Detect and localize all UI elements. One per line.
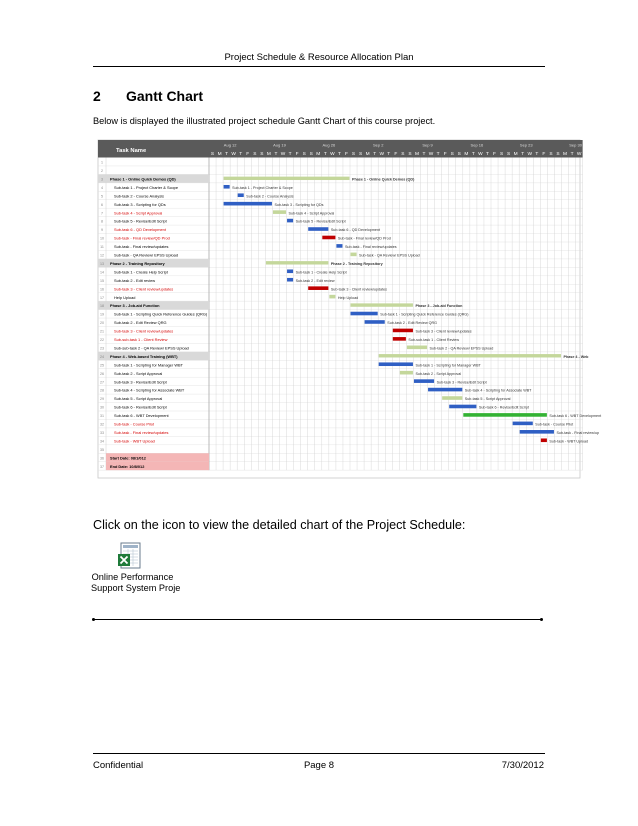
day-letter: W [379,152,384,157]
day-letter: M [414,152,419,157]
bar-label: Sub-task 6 - WBT Development [549,414,602,419]
day-letter: S [309,152,313,157]
bar-label: Sub-task 6 - QD Development [330,228,381,233]
day-letter: T [387,152,391,157]
row-number: 28 [100,388,104,393]
day-letter: S [450,152,454,157]
gantt-bar [308,227,328,231]
bar-label: Sub-task 3 - Client review/updates [330,287,388,292]
gantt-bar [407,346,427,350]
row-number: 18 [100,304,104,309]
task-name: Sub-task 3 - Client review/updates [114,286,174,292]
bar-label: Sub-task 5 - Revise/Edit Script [295,219,346,224]
task-name: Sub-task - Final review/updates [114,429,169,435]
section-intro: Below is displayed the illustrated project schedule Gantt Chart of this course project. [93,116,436,126]
gantt-bar [351,253,357,257]
row-number: 8 [101,219,103,224]
task-name: Sub-task 2 - Edit review [114,277,156,283]
day-letter: S [457,152,461,157]
gantt-bar [393,337,406,341]
row-number: 37 [100,464,104,469]
gantt-bar [351,303,413,306]
task-name: Sub-task 1 - Scripting for Manager WBT [114,362,183,368]
task-name: Sub-task 1 - Scripting Quick Reference Guides (QRG) [114,311,208,317]
header-title: Project Schedule & Resource Allocation Plan [224,52,414,63]
task-name: Sub-task - Final review/updates [114,244,169,250]
week-label: Sep 9 [422,142,433,148]
click-instruction: Click on the icon to view the detailed chart of the Project Schedule: [93,518,466,532]
row-number: 16 [100,287,104,292]
row-number: 19 [100,312,104,317]
task-name: Sub-task 6 - Revise/Edit Script [114,404,167,410]
day-letter: M [217,152,222,157]
task-name: Sub-sub-task 1 - Client Review [114,337,168,343]
gantt-bar [379,354,561,357]
day-letter: F [246,152,250,157]
attachment-caption[interactable] [91,572,181,594]
week-label: Sep 23 [519,142,533,148]
week-label: Aug 12 [223,142,237,148]
row-number: 13 [100,261,104,266]
day-letter: M [365,152,370,157]
task-name: Sub-task 3 - Revise/Edit Script [114,379,167,385]
bar-label: Sub-task 3 - Scripting for QDs [274,202,324,207]
bar-label: Sub-task 2 - Edit review [295,278,335,283]
day-letter: W [527,152,533,157]
gantt-bar [224,202,272,206]
bar-label: Sub-task 6 - Revise/Edit Script [478,405,529,410]
day-letter: W [576,152,582,157]
day-letter: F [493,152,496,157]
bar-label: Sub-task 2 - Edit Review QRG [387,321,438,326]
day-letter: S [260,152,264,157]
day-letter: S [549,152,553,157]
divider-rule [94,619,541,620]
day-letter: S [253,152,257,157]
day-letter: S [401,152,405,157]
gantt-bar [393,329,413,333]
task-name: Phase 2 - Training Repository [110,260,165,266]
day-letter: M [513,152,518,157]
day-letter: S [210,152,215,157]
task-name: Sub-task 5 - Script Approval [114,396,163,402]
bar-label: Help Upload [337,295,359,300]
day-letter: S [358,152,363,157]
row-number: 11 [100,245,104,250]
gantt-bar [238,193,244,197]
gantt-bar [520,430,554,434]
bar-label: Sub-task 2 - Script Approval [415,371,462,376]
row-number: 12 [100,253,104,258]
gantt-bar [287,269,293,273]
row-number: 34 [100,439,104,444]
day-letter: M [266,152,271,157]
bar-label: Sub-task 1 - Scripting Quick Reference Guides (QRG) [380,312,469,317]
row-number: 25 [100,363,104,368]
day-letter: S [302,152,306,157]
week-label: Aug 19 [273,142,286,148]
row-number: 26 [100,371,104,376]
bar-label: Phase 2 - Training Repository [330,261,383,266]
task-name: Start Date: 08/1/012 [110,455,146,461]
day-letter: F [542,152,546,157]
day-letter: S [556,152,560,157]
task-name: Sub-task 3 - Client review/updates [114,328,174,334]
bar-label: Sub-task - Final review/QD Prod [337,236,391,241]
task-name: Sub-task 6 - WBT Development [114,413,169,419]
row-number: 33 [100,430,104,435]
bar-label: Sub-task 4 - Script Approval [288,211,335,216]
bar-label: Sub-task 2 - Course Analysis [246,194,294,199]
row-number: 7 [101,211,103,216]
gantt-bar [266,261,328,264]
week-label: Sep 16 [470,142,484,148]
gantt-bar [287,219,293,223]
task-name: Sub-task 2 - Edit Review QRG [114,320,167,326]
day-letter: T [521,152,525,157]
day-letter: T [288,152,292,157]
row-number: 9 [101,228,103,233]
row-number: 31 [100,414,104,419]
task-name-header: Task Name [116,148,147,154]
bar-label: Sub-task - QA Review/ EPSS Upload [359,253,420,258]
task-name: Sub-task - QA Review/ EPSS Upload [114,252,179,258]
gantt-bar [287,278,293,282]
task-name: End Date: 10/8/012 [110,463,145,469]
attachment-caption-line1: Online Performance [91,572,174,582]
day-letter: W [478,152,483,157]
row-number: 29 [100,397,104,402]
day-letter: S [499,152,504,157]
gantt-bar [329,295,335,299]
day-letter: F [295,152,299,157]
gantt-bar [541,438,547,442]
day-letter: T [535,152,539,157]
gantt-chart-image [94,136,602,480]
row-number: 27 [100,380,104,385]
week-label: Sep 30 [569,142,582,148]
task-name: Phase 4 - Web-based Training (WBT) [110,353,178,359]
task-name: Sub-task 2 - Course Analysis [114,193,164,199]
divider-right-dot [540,618,543,621]
attachment-caption-line2: Support System Proje [91,583,181,593]
section-number: 2 [93,88,101,104]
task-name: Sub-task 1 - Project Charter & Scope [114,184,179,190]
gantt-bar [273,210,286,214]
task-name: Phase 3 - Job-aid Function [110,303,160,309]
day-letter: T [323,152,327,157]
day-letter: M [464,152,469,157]
task-name: Phase 1 - Online Quick Demos (QD) [110,176,176,182]
bar-label: Sub-task - Course Pilot [535,422,574,427]
bar-label: Phase 1 - Online Quick Demos (QD) [352,177,415,182]
row-number: 30 [100,405,104,410]
day-letter: T [471,152,475,157]
bar-label: Sub-task - WBT Upload [549,439,589,444]
gantt-bar [442,396,462,400]
task-name: Sub-sub-task 2 - QA Review/ EPSS Upload [114,345,189,351]
footer-date: 7/30/2012 [501,760,544,771]
row-number: 15 [100,278,104,283]
day-letter: M [563,152,568,157]
day-letter: T [274,152,278,157]
gantt-bar [336,244,342,248]
bar-label: Sub-task 1 - Project Charter & Scope [232,185,293,190]
row-number: 4 [101,185,103,190]
day-letter: W [231,152,236,157]
day-letter: F [345,152,348,157]
day-letter: T [436,152,440,157]
day-letter: W [428,152,434,157]
task-name: Help Upload [114,294,136,300]
task-name: Sub-task 5 - Revise/Edit Script [114,218,167,224]
day-letter: F [394,152,398,157]
day-letter: M [316,152,321,157]
day-letter: S [408,152,412,157]
bar-label: Sub-task 3 - Revise/Edit Script [436,380,487,385]
bar-label: Sub-task 5 - Script Approval [464,397,511,402]
day-letter: T [486,152,489,157]
footer-rule [93,753,545,754]
day-letter: T [373,152,377,157]
row-number: 6 [101,202,103,207]
week-label: Aug 26 [322,142,336,148]
row-number: 10 [100,236,104,241]
task-name: Sub-task - WBT Upload [114,438,155,444]
day-letter: S [351,152,356,157]
gantt-bar [351,312,378,316]
row-number: 24 [100,354,104,359]
row-number: 32 [100,422,104,427]
task-name: Sub-task - Final review/QD Prod [114,235,170,241]
row-number: 5 [101,194,103,199]
row-number: 20 [100,321,104,326]
bar-label: Sub-task 3 - Client review/updates [415,329,472,334]
day-letter: S [507,152,511,157]
task-name: Sub-task 4 - Script Approval [114,210,163,216]
day-letter: T [570,152,574,157]
bar-label: Sub-task 4 - Scripting for Associate WBT [464,388,532,393]
gantt-bar [322,236,335,240]
row-number: 3 [101,177,103,182]
gantt-bar [449,405,476,409]
task-name: Sub-task - Course Pilot [114,421,155,427]
gantt-bar [414,379,434,383]
bar-label: Sub-task - Final review/up [556,430,600,435]
bar-label: Sub-task - Final review/updates [344,245,397,250]
day-letter: T [337,152,341,157]
gantt-bar [308,286,328,290]
row-number: 2 [101,169,103,174]
gantt-chart [94,136,602,480]
day-letter: T [225,152,229,157]
footer-left: Confidential [93,760,144,771]
gantt-bar [365,320,385,324]
header-rule [93,66,545,67]
gantt-bar [400,371,413,375]
row-number: 23 [100,346,104,351]
row-number: 1 [101,160,103,165]
task-name: Sub-task 4 - Scripting for Associate WBT [114,387,185,393]
bar-label: Sub-task 1 - Create Help Script [295,270,347,275]
excel-file-icon[interactable] [118,542,144,570]
day-letter: W [330,152,335,157]
bar-label: Sub-task 1 - Scripting for Manager WBT [415,363,481,368]
footer-page: Page 8 [303,760,335,771]
task-name: Sub-task 6 - QD Development [114,227,166,233]
task-name: Sub-task 3 - Scripting for QDs [114,201,166,207]
row-number: 17 [100,295,104,300]
row-number: 36 [100,456,104,461]
day-letter: T [422,152,426,157]
gantt-bar [428,388,462,392]
gantt-bar [224,177,350,180]
bar-label: Phase 3 - Job-aid Function [415,304,463,309]
bar-label: Sub-sub-task 1 - Client Review [408,338,460,343]
row-number: 14 [100,270,104,275]
bar-label: Sub-task 2 - QA Review/ EPSS Upload [429,346,494,351]
bar-label: Phase 4 - Web [563,354,589,359]
week-label: Sep 2 [372,142,384,148]
gantt-bar [513,422,533,426]
day-letter: W [280,152,286,157]
gantt-bar [379,362,413,366]
gantt-bar [224,185,230,189]
gantt-bar [463,413,547,417]
row-number: 35 [100,447,104,452]
day-letter: T [239,152,243,157]
task-name: Sub-task 2 - Script Approval [114,370,163,376]
task-name: Sub-task 1 - Create Help Script [114,269,168,275]
day-letter: F [443,152,447,157]
row-number: 21 [100,329,104,334]
row-number: 22 [100,338,104,343]
section-title: Gantt Chart [126,88,203,104]
